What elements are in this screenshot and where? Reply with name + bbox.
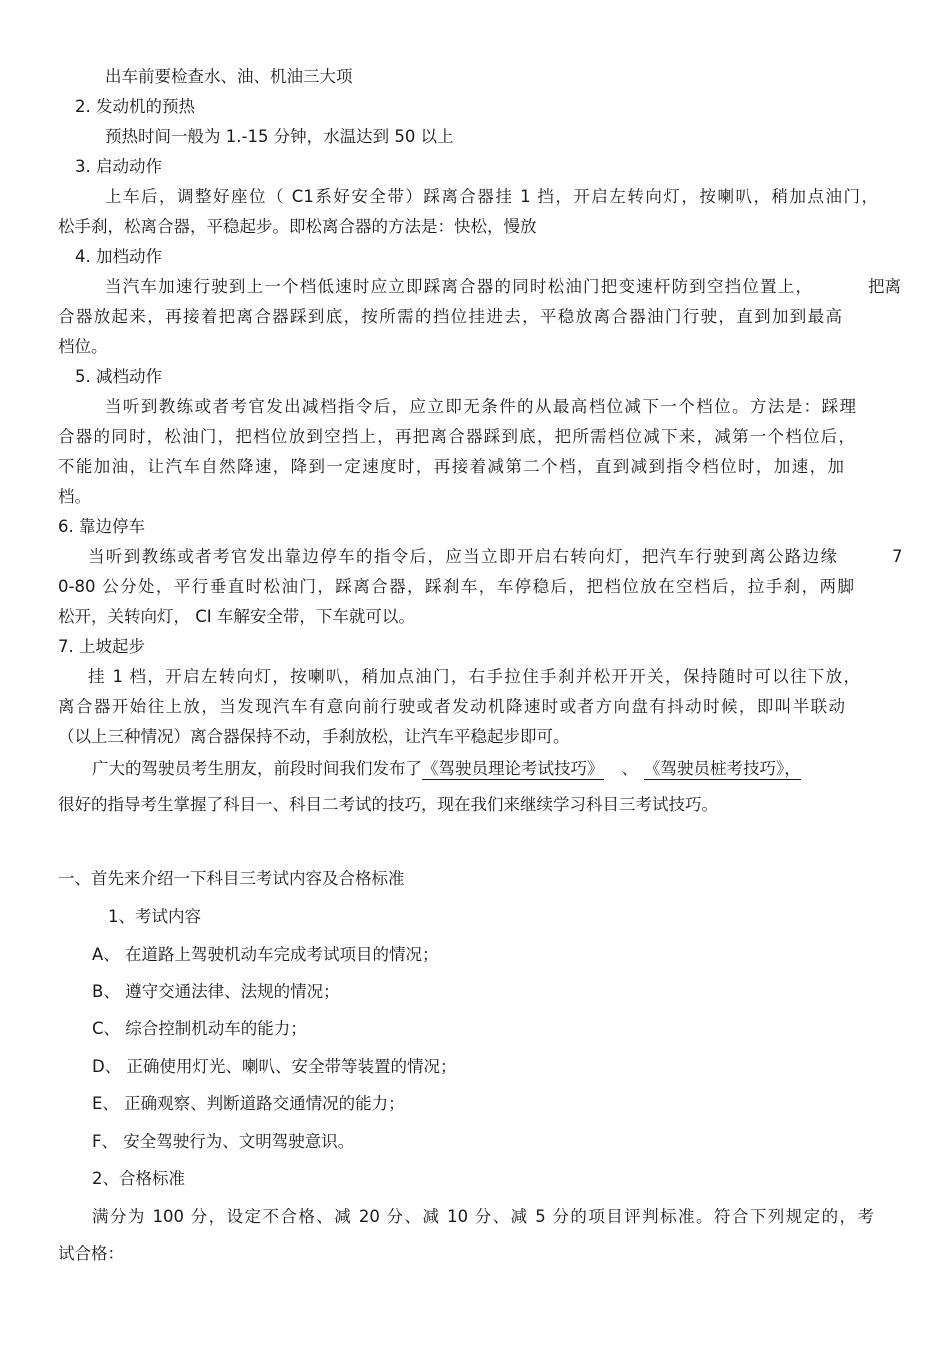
para-line: 挂 1 档，开启左转向灯，按喇叭，稍加点油门，右手拉住手刹并松开开关，保持随时可以往下放， bbox=[88, 667, 860, 686]
para-line: 上车后，调整好座位（ C1系好安全带）踩离合器挂 1 挡，开启左转向灯，按喇叭，稍加点油门， bbox=[105, 187, 878, 206]
section-heading: 5. 减档动作 bbox=[75, 367, 162, 386]
para-line: 当汽车加速行驶到上一个档低速时应立即踩离合器的同时松油门把变速杆防到空挡位置上， bbox=[105, 277, 812, 296]
list-item: A、 在道路上驾驶机动车完成考试项目的情况； bbox=[92, 945, 439, 964]
list-item: D、 正确使用灯光、喇叭、安全带等装置的情况； bbox=[92, 1057, 457, 1076]
section-heading: 3. 启动动作 bbox=[75, 157, 162, 176]
intro-text: 广大的驾驶员考生朋友，前段时间我们发布了 bbox=[92, 759, 422, 778]
section-heading: 2. 发动机的预热 bbox=[75, 97, 195, 116]
para-line: 合器的同时，松油门，把档位放到空挡上，再把离合器踩到底，把所需档位减下来，减第一个档位后， bbox=[58, 427, 855, 446]
section-heading: 4. 加档动作 bbox=[75, 247, 162, 266]
para-line-tail: 7 bbox=[892, 547, 903, 566]
chapter-heading: 一、首先来介绍一下科目三考试内容及合格标准 bbox=[58, 869, 405, 888]
list-item: B、 遵守交通法律、法规的情况； bbox=[92, 982, 340, 1001]
para-line: （以上三种情况）离合器保持不动，手刹放松，让汽车平稳起步即可。 bbox=[58, 727, 570, 746]
list-item: E、 正确观察、判断道路交通情况的能力； bbox=[92, 1094, 405, 1113]
para-line: 不能加油，让汽车自然降速，降到一定速度时，再接着减第二个档，直到减到指令档位时，加速，加 bbox=[58, 457, 844, 476]
list-item: F、 安全驾驶行为、文明驾驶意识。 bbox=[92, 1132, 355, 1151]
para-line: 松手刹，松离合器，平稳起步。即松离合器的方法是：快松，慢放 bbox=[58, 217, 537, 236]
para-line: 满分为 100 分，设定不合格、减 20 分、减 10 分、减 5 分的项目评判标准。符合下列规定的，考 bbox=[92, 1207, 874, 1226]
para-line: 当听到教练或者考官发出靠边停车的指令后，应当立即开启右转向灯，把汽车行驶到离公路边缘 bbox=[88, 547, 837, 566]
para-line: 松开，关转向灯， CI 车解安全带，下车就可以。 bbox=[58, 607, 415, 626]
para-line: 很好的指导考生掌握了科目一、科目二考试的技巧，现在我们来继续学习科目三考试技巧。 bbox=[58, 795, 718, 814]
link-theory-exam-tips[interactable]: 《驾驶员理论考试技巧》 bbox=[422, 759, 604, 778]
para-line-tail: 把离 bbox=[868, 277, 901, 296]
para-line: 档位。 bbox=[58, 337, 108, 356]
para-line: 离合器开始往上放，当发现汽车有意向前行驶或者发动机降速时或者方向盘有抖动时候，即叫半联动 bbox=[58, 697, 845, 716]
link-pile-exam-tips[interactable]: 《驾驶员桩考技巧》， bbox=[644, 759, 801, 778]
sub-heading: 1、考试内容 bbox=[108, 907, 201, 926]
para-line: 预热时间一般为 1.-15 分钟，水温达到 50 以上 bbox=[105, 127, 454, 146]
para-line: 出车前要检查水、油、机油三大项 bbox=[105, 67, 353, 86]
sub-heading: 2、合格标准 bbox=[92, 1169, 185, 1188]
para-line: 合器放起来，再接着把离合器踩到底，按所需的挡位挂进去，平稳放离合器油门行驶，直到加到最高 bbox=[58, 307, 842, 326]
separator: 、 bbox=[621, 759, 638, 778]
para-line: 档。 bbox=[58, 487, 91, 506]
section-heading: 6. 靠边停车 bbox=[58, 517, 145, 536]
section-heading: 7. 上坡起步 bbox=[58, 637, 145, 656]
para-line: 试合格： bbox=[58, 1244, 124, 1263]
list-item: C、 综合控制机动车的能力； bbox=[92, 1019, 307, 1038]
para-line: 当听到教练或者考官发出减档指令后，应立即无条件的从最高档位减下一个档位。方法是：踩理 bbox=[105, 397, 856, 416]
intro-line bbox=[92, 758, 801, 780]
para-line: 0-80 公分处，平行垂直时松油门，踩离合器，踩刹车，车停稳后，把档位放在空档后，拉手刹，两脚 bbox=[58, 577, 854, 596]
